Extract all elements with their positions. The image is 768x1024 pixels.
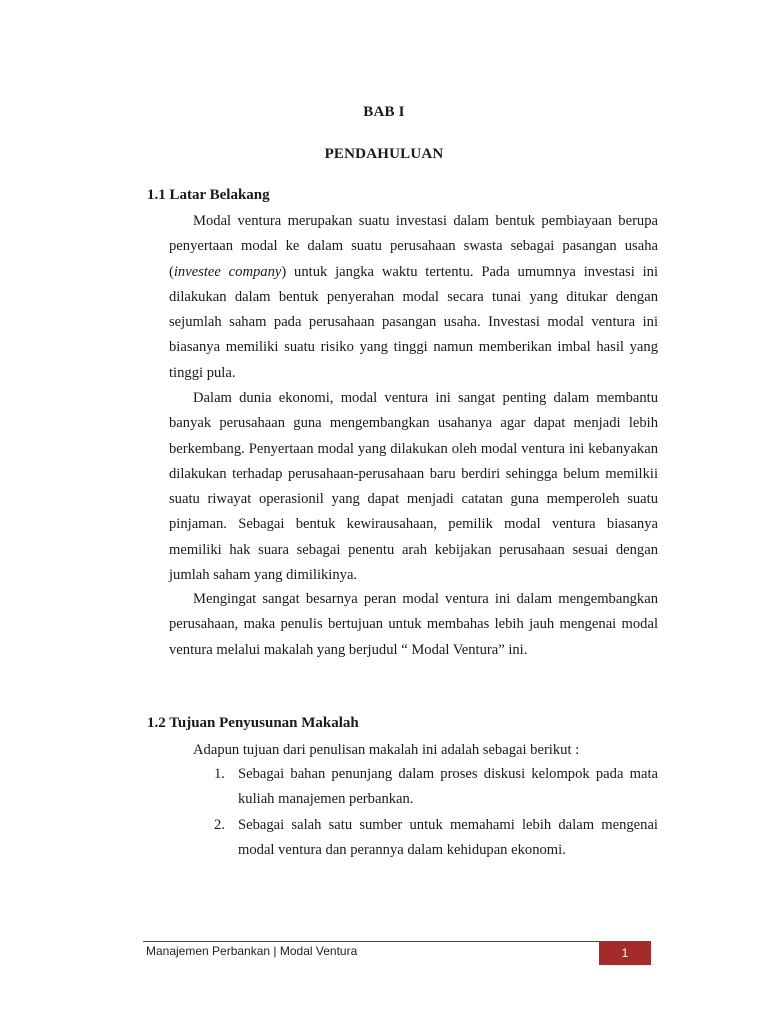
- objectives-list: [169, 762, 658, 863]
- list-item-number: 2.: [214, 816, 225, 833]
- paragraph-2: Dalam dunia ekonomi, modal ventura ini sangat penting dalam membantu banyak perusahaan guna mengembangkan usahanya agar dapat menjadi lebih berkembang. Penyertaan modal yang dilakukan oleh modal ventura ini kebanyakan dilakukan terhadap perusahaan-perusahaan baru berdiri sehingga belum memilkii suatu riwayat operasionil yang dapat menjadi catatan guna memperoleh suatu pinjaman. Sebagai bentuk kewirausahaan, pemilik modal ventura biasanya memiliki hak suara sebagai penentu arah kebijakan perusahaan sesuai dengan jumlah saham yang dimilikinya.: [169, 390, 658, 584]
- list-item: [169, 813, 658, 864]
- section-title-latar-belakang: 1.1 Latar Belakang: [147, 187, 270, 203]
- paragraph-1-text-after: ) untuk jangka waktu tertentu. Pada umumnya investasi ini dilakukan dalam bentuk penyerahan modal secara tunai yang ditukar dengan sejumlah saham pada perusahaan pasangan usaha. Investasi modal ventura ini biasanya memiliki suatu risiko yang tinggi namun memberikan imbal hasil yang tinggi pula.: [169, 263, 658, 381]
- paragraph-1-text-before: Modal ventura merupakan suatu investasi dalam bentuk pembiayaan berupa penyertaan modal ke dalam suatu perusahaan swasta sebagai pasangan usaha (: [169, 213, 658, 280]
- footer-text: Manajemen Perbankan | Modal Ventura: [146, 944, 358, 958]
- list-item-text: Sebagai bahan penunjang dalam proses diskusi kelompok pada mata kuliah manajemen perbankan.: [238, 766, 658, 808]
- paragraph-3: Mengingat sangat besarnya peran modal ventura ini dalam mengembangkan perusahaan, maka penulis bertujuan untuk membahas lebih jauh mengenai modal ventura melalui makalah yang berjudul “ Modal Ventura” ini.: [169, 591, 658, 658]
- footer-divider: [143, 941, 599, 942]
- paragraph-1-italic-term: investee company: [173, 263, 282, 280]
- page-number-badge: 1: [599, 941, 651, 965]
- paragraph-1: [169, 209, 658, 386]
- section-2-intro: Adapun tujuan dari penulisan makalah ini adalah sebagai berikut :: [193, 742, 580, 758]
- list-item: [169, 762, 658, 813]
- chapter-title: PENDAHULUAN: [324, 146, 444, 162]
- list-item-text: Sebagai salah satu sumber untuk memahami lebih dalam mengenai modal ventura dan perannya dalam kehidupan ekonomi.: [238, 816, 658, 858]
- section-title-tujuan: 1.2 Tujuan Penyusunan Makalah: [147, 715, 359, 731]
- list-item-number: 1.: [214, 766, 225, 782]
- chapter-label: BAB I: [363, 104, 405, 120]
